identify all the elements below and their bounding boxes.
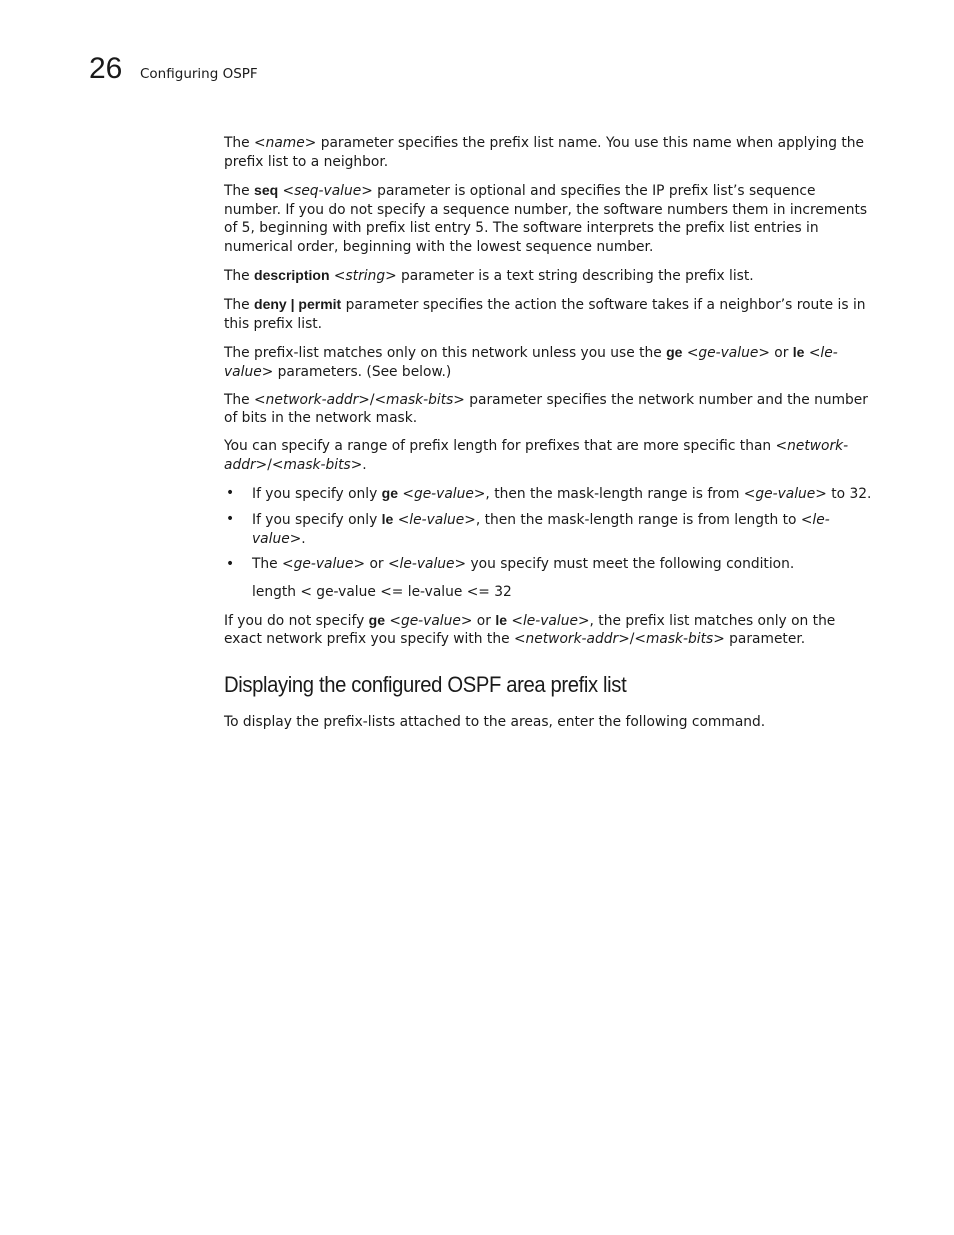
chapter-number: 26 (89, 52, 123, 85)
name-parameter-paragraph: The <name> parameter specifies the prefix list name. You use this name when applying the prefix list to a neighbor. (224, 135, 864, 170)
list-item: • The <ge-value> or <le-value> you specify must meet the following condition. (226, 555, 795, 572)
chapter-title: Configuring OSPF (140, 66, 258, 82)
list-item: • If you specify only ge <ge-value>, then the mask-length range is from <ge-value> to 32. (226, 485, 872, 503)
bullet-list (224, 484, 872, 573)
description-parameter-paragraph: The description <string> parameter is a text string describing the prefix list. (224, 267, 754, 284)
exact-match-paragraph: If you do not specify ge <ge-value> or le <le-value>, the prefix list matches only on the exact network prefix you specify with the <network-addr>/<mask-bits> parameter. (224, 611, 836, 648)
bullet-icon: • (226, 511, 235, 528)
network-addr-paragraph: The <network-addr>/<mask-bits> parameter specifies the network number and the number of bits in the network mask. (224, 391, 868, 427)
bullet-icon: • (226, 485, 235, 502)
prefix-range-paragraph: You can specify a range of prefix length for prefixes that are more specific than <network-addr>/<mask-bits>. (224, 438, 849, 474)
seq-parameter-paragraph: The seq <seq-value> parameter is optional and specifies the IP prefix list’s sequence number. If you do not specify a sequence number, the software numbers them in increments of 5, beginning with prefix list entry 5. The software interprets the prefix list entries in numerical order, beginning with the lowest sequence number. (224, 181, 868, 255)
list-item: • If you specify only le <le-value>, then the mask-length range is from length to <le-value>. (226, 511, 830, 547)
section-heading: Displaying the configured OSPF area prefix list (224, 672, 627, 698)
section-intro-paragraph: To display the prefix-lists attached to the areas, enter the following command. (224, 714, 766, 731)
length-condition: length < ge-value <= le-value <= 32 (252, 583, 512, 600)
main-content (224, 134, 872, 741)
deny-permit-paragraph: The deny | permit parameter specifies the action the software takes if a neighbor’s route is in this prefix list. (224, 296, 866, 332)
prefix-list-match-paragraph: The prefix-list matches only on this network unless you use the ge <ge-value> or le <le-value> parameters. (See below.) (224, 343, 838, 380)
bullet-icon: • (226, 555, 235, 572)
